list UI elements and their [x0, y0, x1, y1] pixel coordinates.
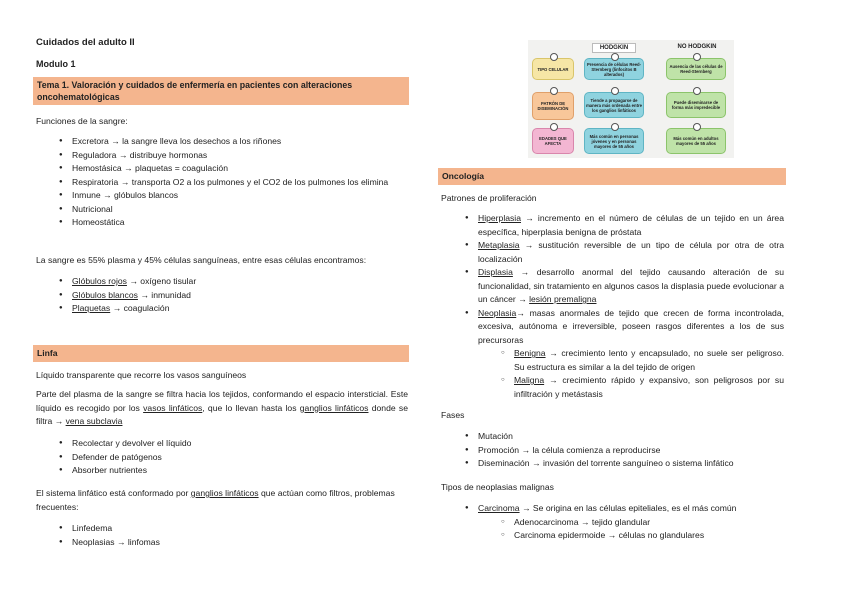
text: , que lo llevan hasta los [202, 402, 300, 413]
list-item: ○ Carcinoma epidermoide → células no glandulares [514, 529, 784, 543]
definition: → inmunidad [137, 289, 191, 300]
connector-dot [611, 87, 619, 95]
list-item: ● Reguladora → distribuye hormonas [72, 149, 408, 163]
phases-title: Fases [441, 410, 465, 420]
list-item: ● Inmune → glóbulos blancos [72, 189, 408, 203]
connector-dot [611, 53, 619, 61]
connector-dot [611, 123, 619, 131]
list-item [478, 212, 784, 239]
connector-dot [693, 53, 701, 61]
functions-list [72, 135, 408, 230]
text: ganglios linfáticos [190, 488, 259, 498]
term: Glóbulos blancos [72, 289, 138, 300]
row-label: TIPO CELULAR [532, 58, 574, 80]
hodgkin-cell: Presencia de células Reed-Sternberg (linfocitos B alterados) [584, 58, 644, 80]
connector-dot [550, 87, 558, 95]
types-list [478, 502, 784, 543]
definition: → incremento en el número de células de un tejido en un área específica, hiperplasia benigna de próstata [478, 213, 784, 237]
oncologia-heading: Oncología [438, 168, 786, 185]
definition: → coagulación [110, 303, 170, 313]
list-item [72, 275, 402, 289]
connector-dot [550, 53, 558, 61]
text: El sistema linfático está conformado por [36, 488, 191, 498]
term: Plaquetas [72, 303, 111, 313]
lymph-system-paragraph [36, 487, 408, 514]
term: lesión premaligna [529, 294, 597, 304]
text: ganglios linfáticos [299, 402, 369, 413]
no-hodgkin-header: NO HODGKIN [677, 44, 717, 50]
list-item: ● Absorber nutrientes [72, 464, 402, 478]
linfa-functions-list [72, 437, 402, 478]
list-item: ● Homeostática [72, 216, 408, 230]
functions-title: Funciones de la sangre: [36, 116, 128, 126]
connector-dot [693, 123, 701, 131]
list-item [72, 289, 402, 303]
list-item: ● Recolectar y devolver el líquido [72, 437, 402, 451]
row-label: EDADES QUE AFECTA [532, 128, 574, 154]
list-item: ● Respiratoria → transporta O2 a los pulmones y el CO2 de los pulmones los elimina [72, 176, 408, 190]
row-label: PATRÓN DE DISEMINACIÓN [532, 92, 574, 120]
connector-dot [693, 87, 701, 95]
list-item: ● Defender de patógenos [72, 451, 402, 465]
term: Metaplasia [478, 240, 520, 250]
list-item: ● Neoplasias → linfomas [72, 536, 402, 550]
connector-dot [550, 123, 558, 131]
hodgkin-cell: Más común en personas jóvenes y en personas mayores de 55 años [584, 128, 644, 154]
patterns-title: Patrones de proliferación [441, 193, 537, 203]
no-hodgkin-cell: Ausencia de las células de Reed-Sternberg [666, 58, 726, 80]
list-item: ● Linfedema [72, 522, 402, 536]
hodgkin-comparison-diagram [528, 40, 734, 158]
linfa-definition: Líquido transparente que recorre los vasos sanguíneos [36, 370, 247, 380]
text: Parte del plasma de la sangre se filtra hacia los tejidos, conformando el espacio intersticial. Este líquido es recogido por los [36, 389, 408, 413]
module-label: Modulo 1 [36, 59, 76, 69]
text: vena subclavia [65, 416, 123, 426]
list-item: ● Promoción → la célula comienza a reproducirse [478, 444, 784, 458]
list-item: ● Hemostásica → plaquetas = coagulación [72, 162, 408, 176]
text: donde se filtra → [36, 402, 408, 426]
list-item [514, 347, 784, 374]
cells-list [72, 275, 402, 316]
definition: → sustitución reversible de un tipo de célula por otra de otra localización [478, 240, 784, 264]
list-item [478, 307, 784, 402]
definition: → masas anormales de tejido que crecen de forma incontrolada, excesiva, autónoma e irreversible, poseen rasgos diferentes a los de sus precursoras [478, 307, 784, 345]
doc-title: Cuidados del adulto II [36, 37, 135, 48]
hodgkin-cell: Tiende a propagarse de manera más ordenada entre los ganglios linfáticos [584, 92, 644, 118]
list-item [478, 502, 784, 543]
types-title: Tipos de neoplasias malignas [441, 482, 554, 492]
definition: → oxígeno tisular [126, 276, 197, 286]
term: Displasia [478, 267, 513, 277]
topic-heading: Tema 1. Valoración y cuidados de enfermería en pacientes con alteraciones oncohematológicas [33, 77, 409, 105]
blood-composition-text: La sangre es 55% plasma y 45% células sanguíneas, entre esas células encontramos: [36, 255, 367, 265]
term: Glóbulos rojos [72, 276, 127, 286]
list-item [478, 239, 784, 266]
phases-list [478, 430, 784, 471]
list-item [514, 374, 784, 401]
linfa-paragraph [36, 388, 408, 429]
term: Maligna [514, 375, 545, 385]
text: que actúan como filtros, problemas frecuentes: [36, 488, 395, 512]
list-item: ● Mutación [478, 430, 784, 444]
definition: → desarrollo anormal del tejido causando alteración de su funcionalidad, sin tratamiento en algunos casos la displasia puede evolucionar a un cáncer → [478, 267, 784, 304]
linfa-heading: Linfa [33, 345, 409, 362]
term: Neoplasia [478, 307, 517, 318]
text: vasos linfáticos [143, 402, 203, 413]
no-hodgkin-cell: Más común en adultos mayores de 55 años [666, 128, 726, 154]
list-item: ● Excretora → la sangre lleva los desechos a los riñones [72, 135, 408, 149]
list-item: ● Diseminación → invasión del torrente sanguíneo o sistema linfático [478, 457, 784, 471]
no-hodgkin-cell: Puede diseminarse de forma más impredecible [666, 92, 726, 118]
definition: → Se origina en las células epiteliales, es el más común [519, 503, 737, 513]
term: Hiperplasia [478, 213, 521, 223]
list-item: ● Nutricional [72, 203, 408, 217]
definition: → crecimiento rápido y expansivo, son peligrosos por su infiltración y metástasis [514, 375, 784, 399]
term: Carcinoma [478, 503, 520, 513]
patterns-list [478, 212, 784, 401]
term: Benigna [514, 348, 546, 358]
list-item [72, 302, 402, 316]
definition: → crecimiento lento y encapsulado, no suele ser peligroso. Su estructura es similar a la del tejido de origen [514, 348, 784, 372]
list-item [478, 266, 784, 307]
list-item: ○ Adenocarcinoma → tejido glandular [514, 516, 784, 530]
hodgkin-header: HODGKIN [592, 43, 636, 53]
problems-list [72, 522, 402, 549]
